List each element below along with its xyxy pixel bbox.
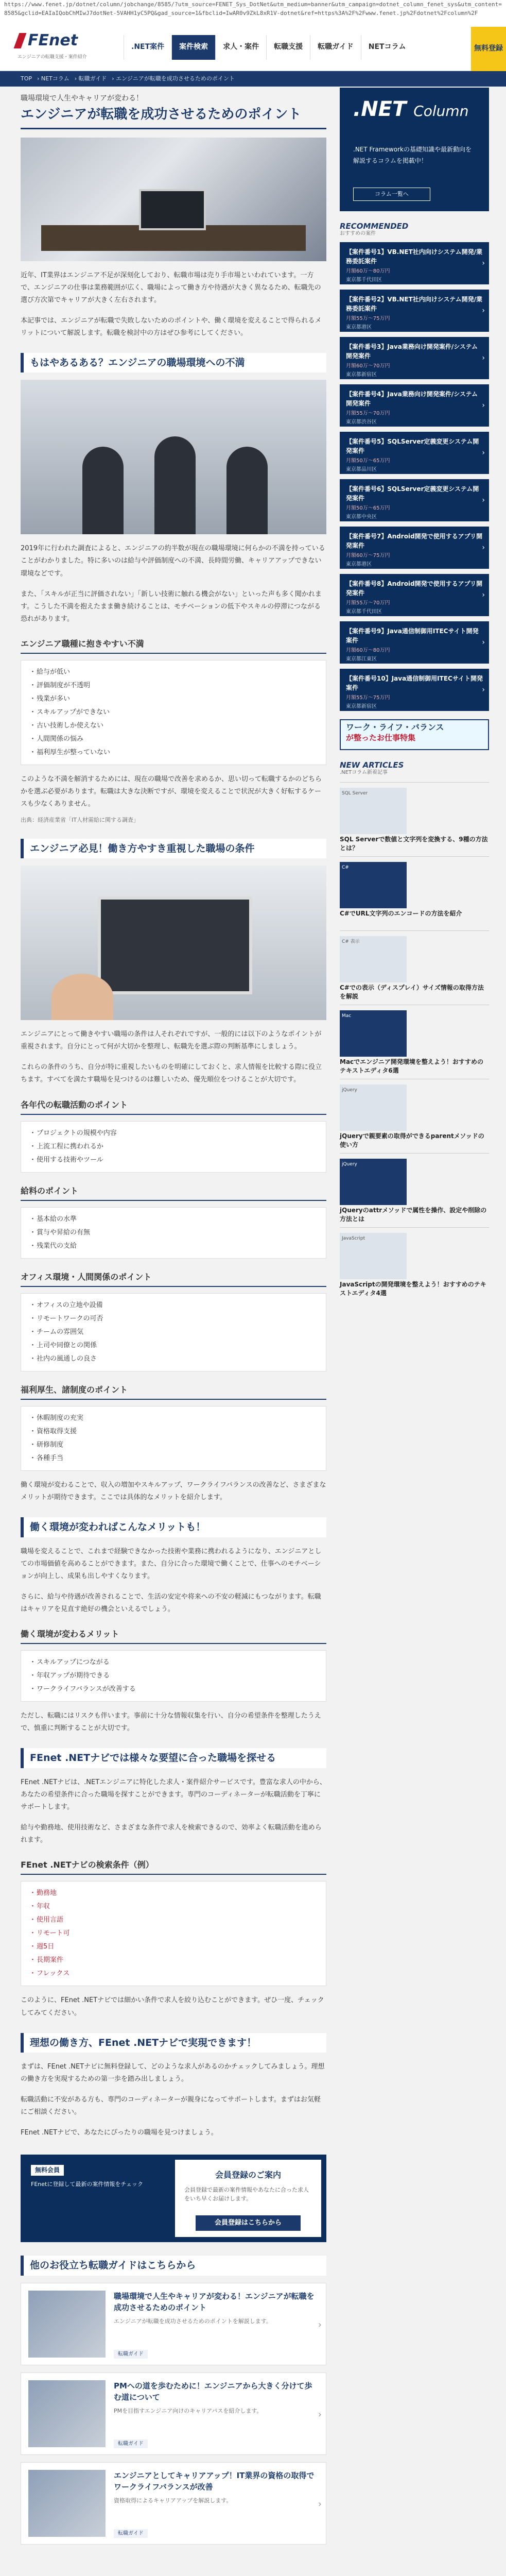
job-rate: 月額60万〜70万円 (346, 363, 390, 369)
column-banner-title: .NET Column (353, 97, 469, 121)
list-link[interactable]: ・ フレックス (29, 1967, 318, 1980)
paragraph: 給与や勤務地、使用技術など、さまざまな条件で求人を検索できるので、効率よく転職活動を進められます。 (21, 1824, 322, 1844)
related-thumbnail (28, 2380, 106, 2447)
paragraph: 働く環境が変わることで、収入の増加やスキルアップ、ワークライフバランスの改善など、さまざまなメリットが期待できます。ここでは具体的なメリットを紹介します。 (21, 1481, 326, 1502)
chevron-right-icon: › (482, 544, 485, 552)
job-location: 東京都品川区 (346, 467, 377, 472)
chevron-right-icon: › (482, 354, 485, 362)
article-thumbnail: jQuery (340, 1159, 407, 1205)
paragraph: また、「スキルが正当に評価されない」「新しい技術に触れる機会がない」といった声も多く聞かれます。こうした不満を抱えたまま働き続けることは、モチベーションの低下やスキルの停滞につながる恐れがあります。 (21, 590, 322, 623)
tagline: エンジニアの転職支援・案件紹介 (18, 55, 87, 60)
list-item: ・ 社内の風通しの良さ (29, 1352, 318, 1366)
article-thumbnail: SQL Server (340, 788, 407, 834)
related-category: 転職ガイド (114, 2529, 148, 2538)
bullet-list (21, 1121, 326, 1173)
nav-guide[interactable]: 転職ガイド (310, 35, 361, 60)
office-image (21, 380, 326, 534)
job-card[interactable] (340, 621, 489, 664)
new-articles-heading: NEW ARTICLES .NETコラム新着記事 (340, 760, 404, 775)
related-title: エンジニアとしてキャリアアップ！IT業界の資格の取得でワークライフバランスが改善 (114, 2470, 315, 2492)
recommended-heading: RECOMMENDED おすすめの案件 (340, 222, 409, 236)
paragraph: このような不満を解消するためには、現在の職場で改善を求めるか、思い切って転職するかのどちらかを選ぶ必要があります。転職は大きな決断ですが、環境を変えることで状況が大きく好転するケースも少なくありません。 (21, 775, 322, 808)
article-thumbnail: C# (340, 862, 407, 908)
site-header (0, 27, 506, 71)
breadcrumb-current: エンジニアが転職を成功させるためのポイント (116, 75, 235, 82)
new-article-title: C#でURL文字列のエンコードの方法を紹介 (340, 910, 462, 917)
job-title: 【案件番号10】Java通信制御用ITECサイト開発案件 (346, 675, 483, 691)
nav-jobs[interactable]: 求人・案件 (215, 35, 266, 60)
job-title: 【案件番号9】Java通信制御用ITECサイト開発案件 (346, 628, 479, 644)
column-banner[interactable] (340, 88, 489, 211)
job-location: 東京都千代田区 (346, 277, 382, 283)
job-card[interactable] (340, 479, 489, 521)
bullet-list (21, 1650, 326, 1702)
column-list-button[interactable]: コラム一覧へ (353, 188, 430, 201)
job-rate: 月額60万〜80万円 (346, 648, 390, 653)
job-rate: 月額60万〜80万円 (346, 268, 390, 274)
bullet-list (21, 1406, 326, 1471)
job-title: 【案件番号4】Java業務向け開発案件/システム開発案件 (346, 391, 478, 407)
new-article-item[interactable] (340, 856, 489, 924)
cta-tag: 無料会員 (31, 2165, 64, 2175)
breadcrumb-item[interactable]: 転職ガイド (78, 75, 107, 82)
list-item: ・ 残業が多い (29, 692, 318, 706)
list-item: ・ チームの雰囲気 (29, 1326, 318, 1339)
sidebar (340, 88, 489, 1295)
list-item: ・ 福利厚生が整っていない (29, 746, 318, 759)
job-card[interactable] (340, 574, 489, 616)
new-article-item[interactable] (340, 1227, 489, 1295)
job-card[interactable] (340, 432, 489, 474)
list-item: ・ スキルアップができない (29, 706, 318, 719)
list-item: ・ 上流工程に携われるか (29, 1140, 318, 1154)
paragraph: さらに、給与や待遇が改善されることで、生活の安定や将来への不安の軽減にもつながります。転職はキャリアを見直す絶好の機会といえるでしょう。 (21, 1593, 321, 1614)
list-item: ・ 残業代の支給 (29, 1240, 318, 1253)
list-item: ・ リモートワークの可否 (29, 1312, 318, 1326)
job-title: 【案件番号8】Android開発で使用するアプリ開発案件 (346, 580, 483, 597)
list-link[interactable]: ・ 長期案件 (29, 1954, 318, 1967)
job-rate: 月額50万〜65万円 (346, 458, 390, 464)
wlb-subtitle: が整ったお仕事特集 (346, 733, 416, 742)
job-location: 東京都港区 (346, 562, 372, 567)
job-card[interactable] (340, 527, 489, 569)
paragraph: 2019年に行われた調査によると、エンジニアの約半数が現在の職場環境に何らかの不満を持っていることがわかりました。特に多いのは給与や評価制度への不満、長時間労働、キャリアアップできない環境などです。 (21, 545, 325, 578)
page-title: エンジニアが転職を成功させるためのポイント (21, 106, 326, 129)
job-rate: 月額55万〜70万円 (346, 600, 390, 606)
section-heading: もはやあるある？エンジニアの職場環境への不満 (21, 353, 326, 373)
job-rate: 月額60万〜75万円 (346, 553, 390, 558)
site-logo[interactable] (16, 33, 78, 48)
sub-heading: エンジニア職種に抱きやすい不満 (21, 637, 326, 654)
chevron-right-icon: › (482, 686, 485, 694)
cta-box (175, 2160, 321, 2237)
bullet-list (21, 1207, 326, 1259)
new-article-title: SQL Serverで数値と文字列を変換する、9種の方法とは？ (340, 836, 488, 852)
list-item: ・ スキルアップにつながる (29, 1656, 318, 1669)
chevron-right-icon: › (482, 496, 485, 504)
chevron-right-icon: › (482, 401, 485, 410)
new-article-title: jQueryで親要素の取得ができるparentメソッドの使い方 (340, 1132, 484, 1148)
cta-caption (31, 2165, 165, 2189)
logo-text: FEnet (28, 31, 78, 49)
related-title: PMへの道を歩むために！エンジニアから大きく分けて歩む道について (114, 2381, 312, 2402)
job-location: 東京都千代田区 (346, 609, 382, 615)
new-article-title: jQueryのattrメソッドで属性を操作、設定や削除の方法とは (340, 1207, 487, 1223)
chevron-right-icon: › (482, 449, 485, 457)
list-link[interactable]: ・ 年収 (29, 1900, 318, 1913)
related-title: 職場環境で人生やキャリアが変わる！エンジニアが転職を成功させるためのポイント (114, 2291, 315, 2313)
list-link[interactable]: ・ 勤務地 (29, 1887, 318, 1900)
sub-heading: FEnet .NETナビの検索条件（例） (21, 1858, 326, 1875)
paragraph: このように、FEnet .NETナビでは細かい条件で求人を絞り込むことができます。ぜひ一度、チェックしてみてください。 (21, 1996, 324, 2017)
job-card[interactable] (340, 384, 489, 427)
paragraph: FEnet .NETナビは、.NETエンジニアに特化した求人・案件紹介サービスです。豊富な求人の中から、あなたの希望条件に合った職場を探すことができます。専門のコーディネーターが転職活動を丁寧にサポートします。 (21, 1778, 326, 1811)
source-note: 出典：経済産業省「IT人材需給に関する調査」 (21, 817, 139, 824)
job-card[interactable] (340, 669, 489, 711)
job-location: 東京都中央区 (346, 514, 377, 520)
job-rate: 月額55万〜75万円 (346, 316, 390, 321)
job-title: 【案件番号3】Java業務向け開発案件/システム開発案件 (346, 343, 478, 360)
laptop-image (21, 866, 326, 1020)
paragraph: これらの条件のうち、自分が特に重視したいものを明確にしておくと、求人情報を比較する際に役立ちます。すべてを満たす職場を見つけるのは難しいため、優先順位をつけることが大切です。 (21, 1063, 322, 1084)
article-thumbnail: JavaScript (340, 1233, 407, 1279)
new-article-item[interactable] (340, 782, 489, 850)
list-item: ・ 研修制度 (29, 1438, 318, 1452)
nav-search[interactable]: 案件検索 (171, 35, 215, 60)
paragraph: 近年、IT業界はエンジニア不足が深刻化しており、転職市場は売り手市場といわれています。一方で、エンジニアの仕事は業務範囲が広く、職場によって働き方や待遇が大きく異なるため、転職先の選び方次第でキャリアが大きく左右されます。 (21, 271, 321, 304)
list-item: ・ 使用する技術やツール (29, 1154, 318, 1167)
breadcrumb: TOP › NETコラム › 転職ガイド › エンジニアが転職を成功させるためのポイント (0, 71, 506, 87)
job-location: 東京都新宿区 (346, 704, 377, 709)
paragraph: まずは、FEnet .NETナビに無料登録して、どのような求人があるのかチェックしてみましょう。理想の働き方を実現するための第一歩を踏み出しましょう。 (21, 2063, 325, 2083)
list-item: ・ 上司や同僚との関係 (29, 1339, 318, 1352)
chevron-right-icon: › (318, 2498, 322, 2510)
register-banner (21, 2155, 326, 2242)
job-title: 【案件番号7】Android開発で使用するアプリ開発案件 (346, 533, 483, 549)
related-card[interactable] (21, 2283, 326, 2365)
sub-heading: 各年代の転職活動のポイント (21, 1098, 326, 1115)
list-item: ・ ワークライフバランスが改善する (29, 1683, 318, 1696)
logo-mark-icon (14, 33, 27, 48)
paragraph: FEnet .NETナビで、あなたにぴったりの職場を見つけましょう。 (21, 2129, 218, 2137)
list-item: ・ 年収アップが期待できる (29, 1669, 318, 1683)
related-thumbnail (28, 2291, 106, 2358)
column-banner-desc: .NET Frameworkの基礎知識や最新動向を解説するコラムを掲載中！ (353, 146, 472, 164)
chevron-right-icon: › (318, 2409, 322, 2420)
related-desc: エンジニアが転職を成功させるためのポイントを解説します。 (114, 2317, 272, 2325)
article-thumbnail: jQuery (340, 1084, 407, 1131)
related-category: 転職ガイド (114, 2350, 148, 2359)
related-thumbnail (28, 2470, 106, 2537)
related-category: 転職ガイド (114, 2439, 148, 2448)
job-location: 東京都新宿区 (346, 372, 377, 378)
job-title: 【案件番号2】VB.NET社内向けシステム開発/業務委託案件 (346, 296, 482, 312)
breadcrumb-item[interactable]: NETコラム (41, 75, 69, 82)
new-article-item[interactable] (340, 1005, 489, 1073)
related-desc: PMを目指すエンジニア向けのキャリアパスを紹介します。 (114, 2407, 263, 2414)
sub-heading: 福利厚生、諸制度のポイント (21, 1383, 326, 1400)
list-item: ・ 賞与や昇給の有無 (29, 1226, 318, 1240)
section-heading: 他のお役立ち転職ガイドはこちらから (21, 2256, 326, 2276)
job-location: 東京都港区 (346, 325, 372, 330)
chevron-right-icon: › (482, 591, 485, 599)
sub-heading: オフィス環境・人間関係のポイント (21, 1270, 326, 1287)
new-article-item[interactable] (340, 930, 489, 998)
list-item: ・ 古い技術しか使えない (29, 719, 318, 733)
job-location: 東京都渋谷区 (346, 419, 377, 425)
article-thumbnail: Mac (340, 1010, 407, 1057)
wlb-title: ワーク・ライフ・バランス (346, 722, 444, 732)
list-item: ・ 人間関係の悩み (29, 733, 318, 746)
article-kicker: 職場環境で人生やキャリアが変わる！ (21, 94, 143, 103)
section-heading: エンジニア必見！働き方やすき重視した職場の条件 (21, 839, 326, 859)
related-desc: 資格取得によるキャリアアップを解説します。 (114, 2497, 232, 2504)
list-item: ・ 評価制度が不透明 (29, 679, 318, 692)
article-thumbnail: C# 表示 (340, 936, 407, 982)
new-article-title: JavaScriptの開発環境を整えよう！おすすめのテキストエディタ4選 (340, 1281, 486, 1297)
nav-column[interactable]: NETコラム (361, 35, 413, 60)
address-bar[interactable]: https://www.fenet.jp/dotnet/column/jobchange/8585/?utm_source=FENET_Sys_DotNet&utm_medium=banner&utm_campaign=dotnet_column_fenet_sys&utm_content=8585&gclid=EAIaIQobChMIwJ7dotNet-5VAHH1yC5PQ&gad_source=1&fbclid=IwAR0v9ZkL8xR1V-dotnet&ref=https%3A%2F%2Fwww.fenet.jp%2Fdotnet%2Fcolumn%2F (0, 0, 506, 27)
chevron-right-icon: › (482, 259, 485, 267)
register-button[interactable]: 無料登録 (471, 27, 506, 71)
job-rate: 月額50万〜65万円 (346, 505, 390, 511)
hero-image (21, 138, 326, 261)
job-location: 東京都江東区 (346, 656, 377, 662)
article (21, 88, 326, 2545)
nav-dotnet[interactable]: .NET案件 (124, 35, 171, 60)
chevron-right-icon: › (318, 2319, 322, 2330)
related-card[interactable] (21, 2372, 326, 2455)
list-item: ・ 各種手当 (29, 1452, 318, 1465)
paragraph: 職場を変えることで、これまで経験できなかった技術や業務に携われるようになり、エンジニアとしての市場価値を高めることができます。また、自分に合った環境で働くことで、仕事へのモチベーションが向上し、成果も出しやすくなります。 (21, 1547, 322, 1581)
list-link[interactable]: ・ リモート可 (29, 1927, 318, 1940)
list-link[interactable]: ・ 使用言語 (29, 1913, 318, 1927)
chevron-right-icon: › (482, 307, 485, 315)
bullet-list (21, 660, 326, 765)
cta-register-button[interactable]: 会員登録はこちらから (196, 2215, 301, 2231)
job-title: 【案件番号6】SQLServer定義変更システム開発案件 (346, 485, 479, 502)
breadcrumb-item[interactable]: TOP (21, 75, 32, 82)
nav-support[interactable]: 転職支援 (266, 35, 310, 60)
new-article-item[interactable] (340, 1079, 489, 1147)
cta-caption-text: FEnetに登録して最新の案件情報をチェック (31, 2181, 143, 2188)
job-title: 【案件番号1】VB.NET社内向けシステム開発/業務委託案件 (346, 248, 482, 265)
section-heading: 理想の働き方、FEnet .NETナビで実現できます！ (21, 2033, 326, 2053)
new-article-title: C#での表示（ディスプレイ）サイズ情報の取得方法を解説 (340, 984, 484, 1000)
job-card[interactable] (340, 242, 489, 284)
main-nav (124, 35, 413, 60)
job-rate: 月額55万〜75万円 (346, 695, 390, 701)
cta-title: 会員登録のご案内 (215, 2170, 281, 2180)
link-list (21, 1881, 326, 1986)
related-card[interactable] (21, 2462, 326, 2545)
bullet-list (21, 1293, 326, 1371)
job-card[interactable] (340, 337, 489, 379)
job-rate: 月額55万〜70万円 (346, 411, 390, 416)
chevron-right-icon: › (482, 638, 485, 647)
new-article-title: Macでエンジニア開発環境を整えよう！おすすめのテキストエディタ6選 (340, 1058, 483, 1074)
paragraph: エンジニアにとって働きやすい職場の条件は人それぞれですが、一般的には以下のようなポイントが重視されます。自分にとって何が大切かを整理し、転職先を選ぶ際の判断基準にしましょう。 (21, 1030, 322, 1051)
cta-sub: 会員登録で最新の案件情報やあなたに合った求人をいち早くお届けします。 (184, 2186, 309, 2202)
paragraph: ただし、転職にはリスクも伴います。事前に十分な情報収集を行い、自分の希望条件を整理したうえで、慎重に判断することが大切です。 (21, 1712, 321, 1733)
job-card[interactable] (340, 290, 489, 332)
list-item: ・ 休暇制度の充実 (29, 1412, 318, 1425)
sub-heading: 給料のポイント (21, 1184, 326, 1201)
list-item: ・ 資格取得支援 (29, 1425, 318, 1438)
paragraph: 転職活動に不安がある方も、専門のコーディネーターが親身になってサポートします。まずはお気軽にご相談ください。 (21, 2096, 321, 2116)
list-item: ・ プロジェクトの規模や内容 (29, 1127, 318, 1140)
section-heading: 働く環境が変わればこんなメリットも！ (21, 1517, 326, 1537)
section-heading: FEnet .NETナビでは様々な要望に合った職場を探せる (21, 1748, 326, 1768)
wlb-banner[interactable] (340, 719, 489, 750)
list-link[interactable]: ・ 週5日 (29, 1940, 318, 1954)
list-item: ・ 給与が低い (29, 666, 318, 679)
job-title: 【案件番号5】SQLServer定義変更システム開発案件 (346, 438, 479, 454)
list-item: ・ オフィスの立地や設備 (29, 1299, 318, 1312)
new-article-item[interactable] (340, 1153, 489, 1221)
list-item: ・ 基本給の水準 (29, 1213, 318, 1226)
sub-heading: 働く環境が変わるメリット (21, 1627, 326, 1644)
paragraph: 本記事では、エンジニアが転職で失敗しないためのポイントや、働く環境を変えることで得られるメリットについて解説します。転職を検討中の方はぜひ参考にしてください。 (21, 316, 322, 337)
